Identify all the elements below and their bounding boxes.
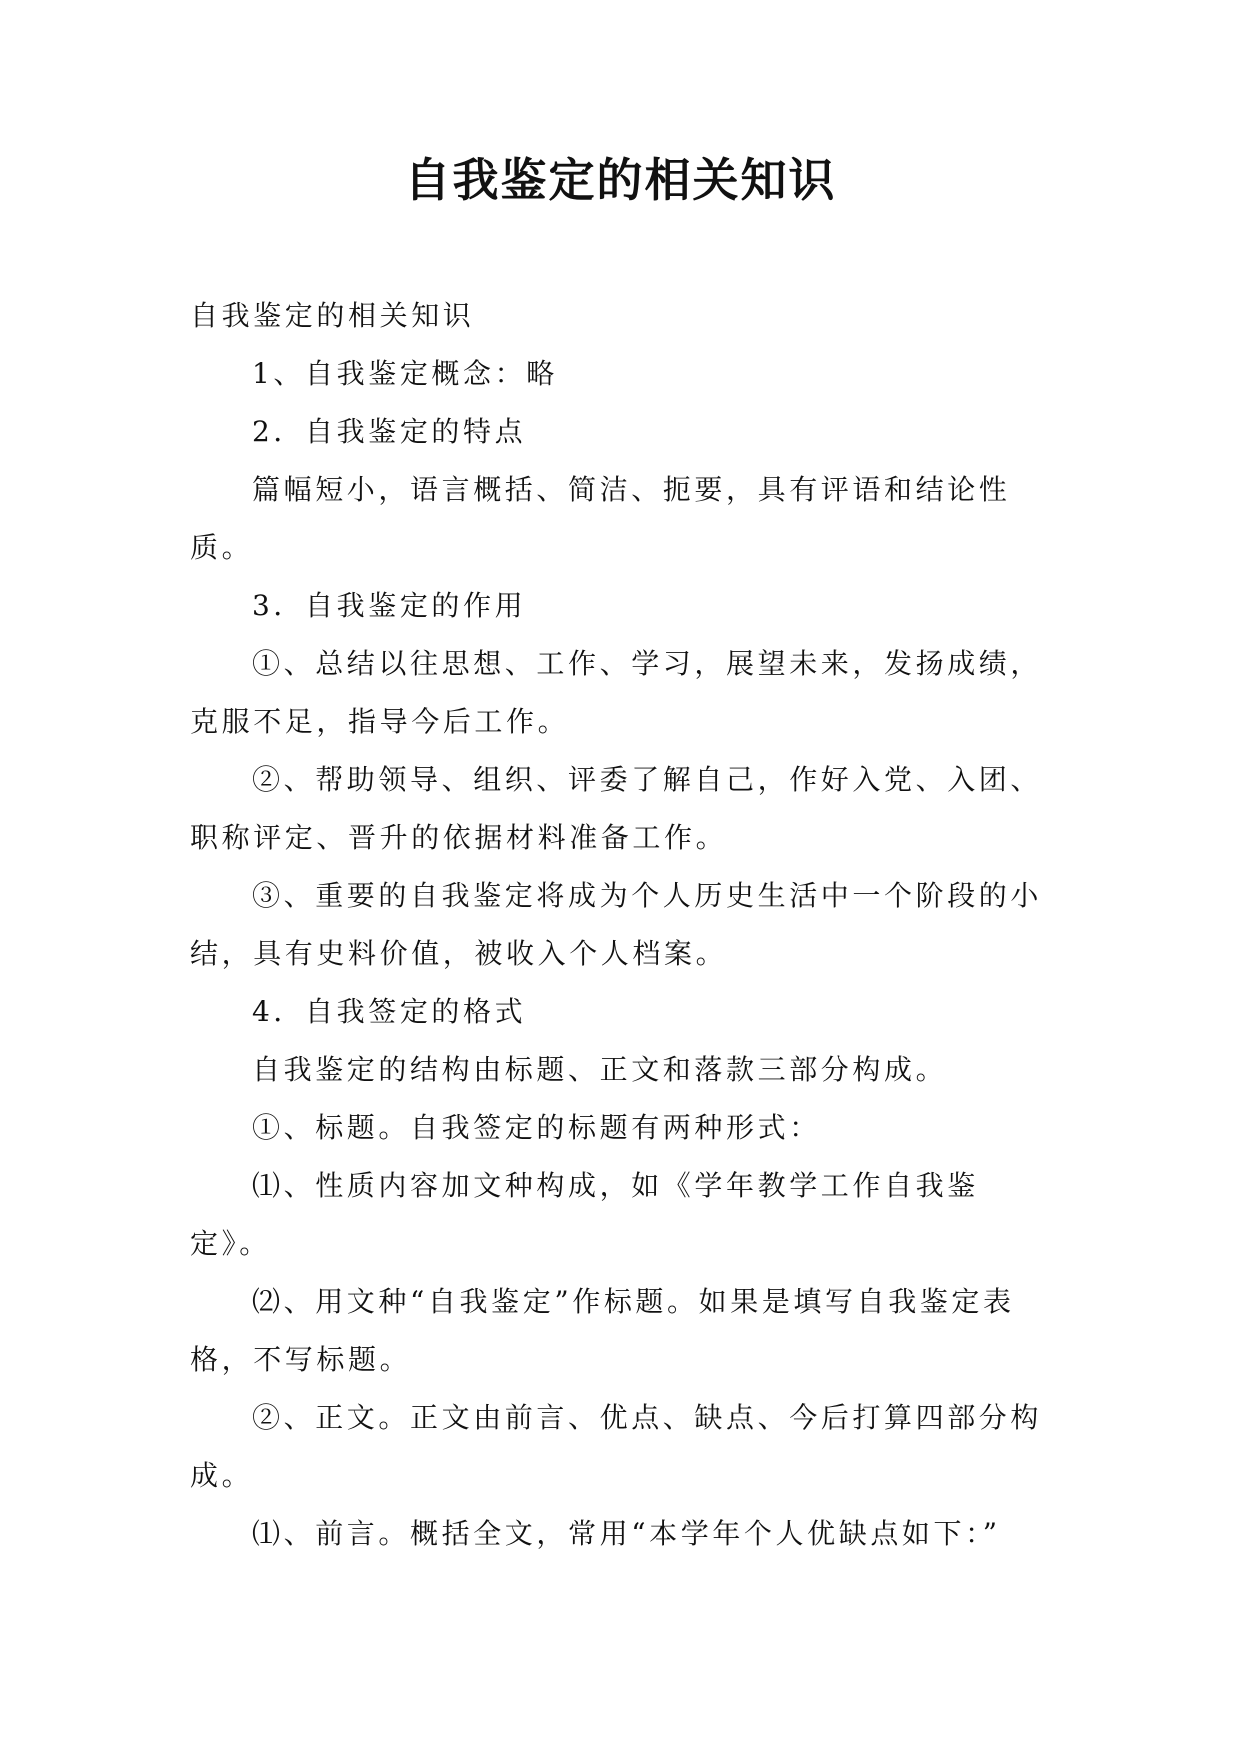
- paragraph-features: 篇幅短小，语言概括、简洁、扼要，具有评语和结论性质。: [190, 473, 1011, 564]
- paragraph-main-text: ②、正文。正文由前言、优点、缺点、今后打算四部分构成。: [190, 1401, 1043, 1492]
- paragraph-title-form-1: ⑴、性质内容加文种构成，如《学年教学工作自我鉴定》。: [190, 1169, 979, 1260]
- paragraph-function-1: ①、总结以往思想、工作、学习，展望未来，发扬成绩，克服不足，指导今后工作。: [190, 647, 1043, 738]
- paragraph-format-heading: 4．自我签定的格式: [252, 995, 527, 1028]
- paragraph-title-form-2: ⑵、用文种“自我鉴定”作标题。如果是填写自我鉴定表格，不写标题。: [190, 1285, 1015, 1376]
- body-heading: 自我鉴定的相关知识: [190, 299, 475, 332]
- paragraph-function-2: ②、帮助领导、组织、评委了解自己，作好入党、入团、职称评定、晋升的依据材料准备工作。: [190, 763, 1043, 854]
- paragraph-function-3: ③、重要的自我鉴定将成为个人历史生活中一个阶段的小结，具有史料价值，被收入个人档案。: [190, 879, 1043, 970]
- paragraph-functions-heading: 3．自我鉴定的作用: [252, 589, 527, 622]
- document-title: 自我鉴定的相关知识: [404, 153, 837, 207]
- paragraph-concept: 1、自我鉴定概念：略: [252, 357, 558, 390]
- paragraph-title-forms: ①、标题。自我签定的标题有两种形式：: [252, 1111, 821, 1144]
- paragraph-structure: 自我鉴定的结构由标题、正文和落款三部分构成。: [252, 1053, 948, 1086]
- paragraph-features-heading: 2．自我鉴定的特点: [252, 415, 527, 448]
- document-body: [190, 287, 1050, 1563]
- paragraph-preface: ⑴、前言。概括全文，常用“本学年个人优缺点如下：”: [252, 1517, 1001, 1550]
